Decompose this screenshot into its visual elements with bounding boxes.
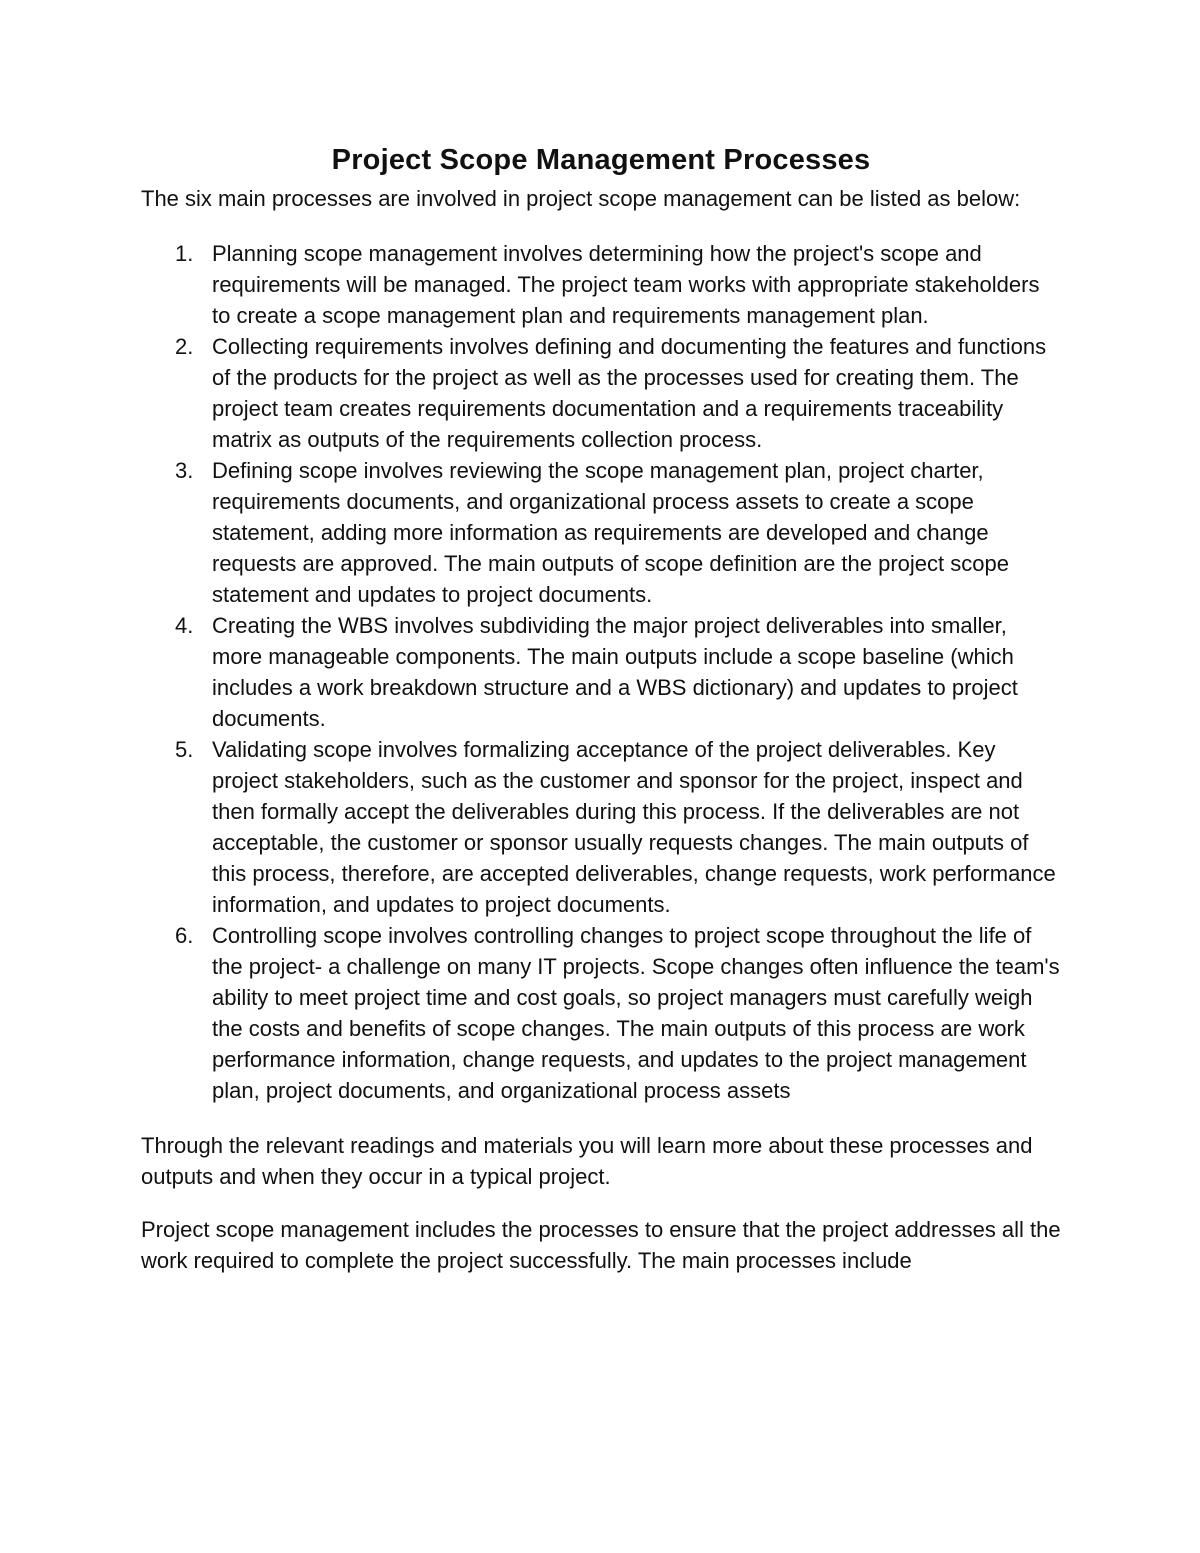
list-item-number: 6. <box>175 923 194 948</box>
outro-paragraph-scope: Project scope management includes the processes to ensure that the project addresses all the work required to complete the project successfully. The main processes include <box>141 1217 1061 1273</box>
document-title: Project Scope Management Processes <box>331 144 871 176</box>
process-list <box>141 238 1061 1106</box>
list-item <box>141 331 1061 455</box>
list-item-number: 4. <box>175 613 194 638</box>
list-item-text: Creating the WBS involves subdividing the major project deliverables into smaller, more manageable components. The main outputs include a scope baseline (which includes a work breakdown structure and a WBS dictionary) and updates to project documents. <box>212 613 1018 731</box>
list-item-number: 5. <box>175 737 194 762</box>
outro-paragraph-readings: Through the relevant readings and materials you will learn more about these processes and outputs and when they occur in a typical project. <box>141 1133 1033 1189</box>
list-item-number: 3. <box>175 458 194 483</box>
list-item <box>141 238 1061 331</box>
list-item-number: 2. <box>175 334 194 359</box>
list-item-text: Planning scope management involves determining how the project's scope and requirements will be managed. The project team works with appropriate stakeholders to create a scope management plan and requirements management plan. <box>212 241 1040 328</box>
intro-paragraph: The six main processes are involved in project scope management can be listed as below: <box>141 186 1021 211</box>
list-item-text: Validating scope involves formalizing acceptance of the project deliverables. Key project stakeholders, such as the customer and sponsor for the project, inspect and then formally accept the deliverables during this process. If the deliverables are not acceptable, the customer or sponsor usually requests changes. The main outputs of this process, therefore, are accepted deliverables, change requests, work performance information, and updates to project documents. <box>212 737 1056 917</box>
list-item <box>141 610 1061 734</box>
list-item-text: Collecting requirements involves defining and documenting the features and functions of the products for the project as well as the processes used for creating them. The project team creates requirements documentation and a requirements traceability matrix as outputs of the requirements collection process. <box>212 334 1047 452</box>
document-body <box>141 141 1061 1276</box>
list-item-text: Controlling scope involves controlling changes to project scope throughout the life of the project- a challenge on many IT projects. Scope changes often influence the team's ability to meet project time and cost goals, so project managers must carefully weigh the costs and benefits of scope changes. The main outputs of this process are work performance information, change requests, and updates to the project management plan, project documents, and organizational process assets <box>212 923 1060 1103</box>
list-item-text: Defining scope involves reviewing the scope management plan, project charter, requirements documents, and organizational process assets to create a scope statement, adding more information as requirements are developed and change requests are approved. The main outputs of scope definition are the project scope statement and updates to project documents. <box>212 458 1009 607</box>
list-item <box>141 455 1061 610</box>
list-item <box>141 920 1061 1106</box>
list-item <box>141 734 1061 920</box>
list-item-number: 1. <box>175 241 194 266</box>
